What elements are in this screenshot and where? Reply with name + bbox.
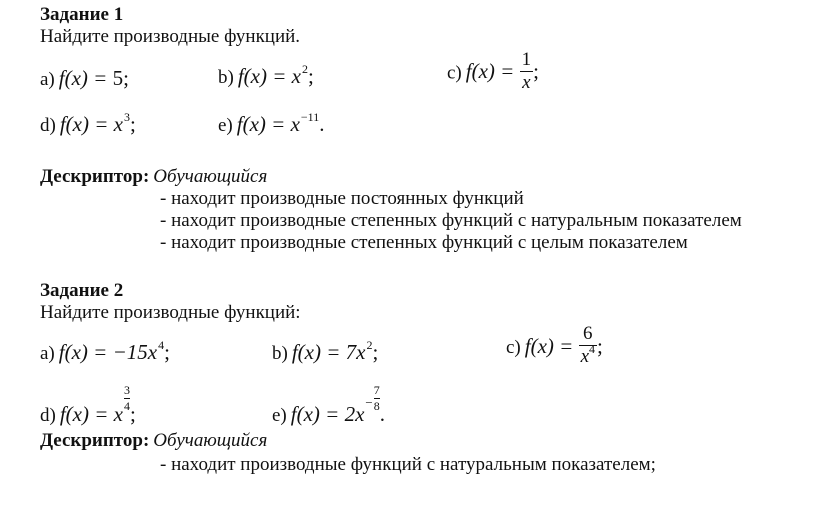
task2-item-e-exponent: $\frac{7}{8}$: [373, 383, 380, 413]
task2-item-c-label: c): [506, 336, 521, 358]
task2-item-b: [272, 340, 378, 365]
task2-item-a-label: a): [40, 343, 55, 364]
task2-item-d-label: d): [40, 405, 56, 426]
task1-item-c-label: c): [447, 62, 462, 84]
task1-item-e: [218, 112, 324, 137]
task1-item-c-fraction: $\frac{1}{x}$: [521, 49, 532, 93]
task1-item-d-fx: $f(x) = x^3$;: [59, 110, 136, 136]
task1-descriptor: [40, 166, 267, 188]
task1-item-b: [218, 64, 314, 89]
task1-descriptor-line: - находит производные степенных функций с натуральным показателем: [160, 210, 742, 231]
task1-item-d-label: d): [40, 115, 56, 136]
task2-item-a-fx: $f(x) = -15x^4$;: [58, 338, 170, 364]
task2-item-b-label: b): [272, 343, 288, 364]
task1-prompt: Найдите производные функций.: [40, 26, 301, 47]
task1-item-a-label: a): [40, 69, 55, 90]
task1-item-e-fx: $f(x) = x^{-11}$.: [236, 110, 325, 136]
task2-descriptor-subject: Обучающийся: [153, 430, 268, 451]
task2-item-c-fraction: $\frac{6}{x^4}$: [580, 323, 596, 367]
task2-item-c: [506, 323, 603, 370]
task1-descriptor-line: - находит производные постоянных функций: [160, 188, 524, 209]
task1-item-c-fx: f(x) = $\frac{1}{x}$ ;: [465, 49, 539, 93]
task1-title: Задание 1: [40, 4, 124, 25]
task2-descriptor-line: - находит производные функций с натуральным показателем;: [160, 454, 656, 475]
task1-descriptor-subject: Обучающийся: [153, 166, 268, 187]
task1-item-e-label: e): [218, 115, 233, 136]
task2-prompt: Найдите производные функций:: [40, 302, 301, 323]
task2-item-e-fx: $f(x) = 2x^-\frac{7}{8}$.: [290, 383, 385, 426]
task1-item-c: [447, 49, 539, 95]
task2-item-d-fx: $f(x) = x\frac{3}{4}$;: [59, 383, 136, 426]
task2-item-b-fx: $f(x) = 7x^2$;: [291, 338, 379, 364]
task1-item-d: [40, 112, 136, 137]
task2-descriptor: [40, 430, 267, 452]
task1-item-b-label: b): [218, 67, 234, 88]
task1-descriptor-line: - находит производные степенных функций с целым показателем: [160, 232, 688, 253]
task1-item-b-fx: $f(x) = x^2$;: [237, 62, 314, 88]
task1-descriptor-title: Дескриптор:: [40, 166, 150, 187]
task2-item-a: [40, 340, 170, 365]
task1-item-a-fx: f(x) = 5;: [58, 66, 129, 90]
task2-title: Задание 2: [40, 280, 124, 301]
task1-item-a: [40, 66, 129, 91]
task2-item-d: [40, 383, 136, 427]
task2-item-d-exponent: $\frac{3}{4}$: [123, 383, 130, 413]
task2-item-e: [272, 383, 385, 427]
task2-item-c-fx: f(x) = $\frac{6}{x^4}$ ;: [524, 323, 603, 367]
task2-descriptor-title: Дескриптор:: [40, 430, 150, 451]
task2-item-e-label: e): [272, 405, 287, 426]
